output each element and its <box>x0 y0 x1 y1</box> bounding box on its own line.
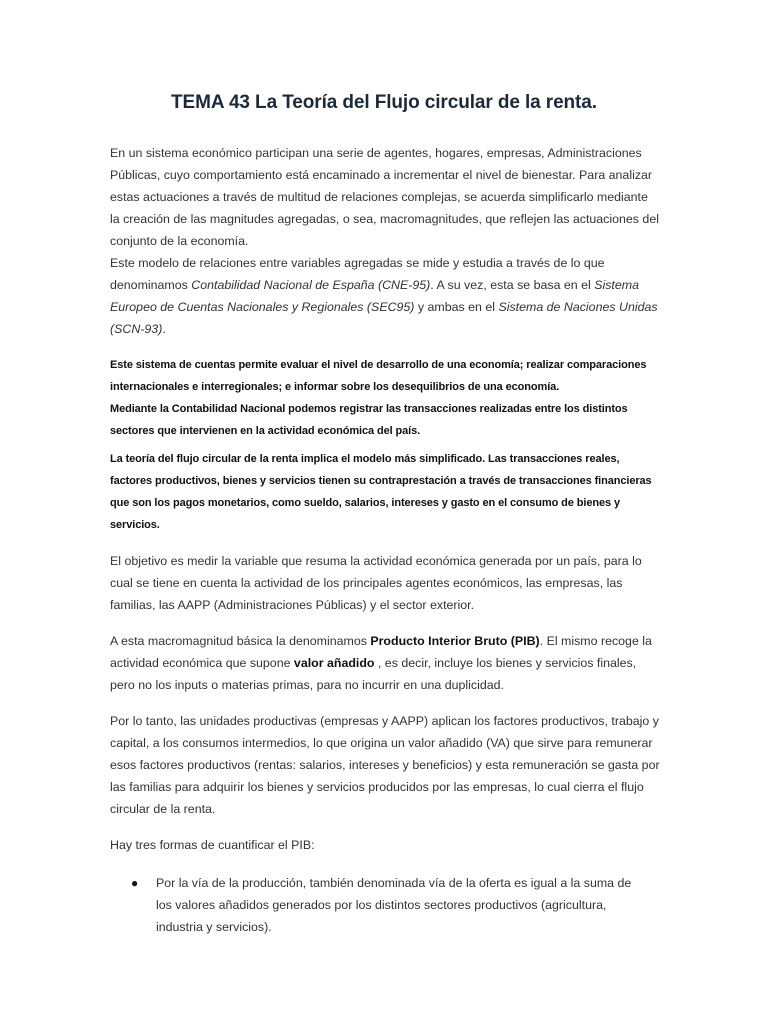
intro-section <box>110 142 660 340</box>
objetivo-paragraph: El objetivo es medir la variable que resuma la actividad económica generada por un país, para lo cual se tiene en cuenta la actividad de los principales agentes económicos, las empresas, las familias, las AAPP (Administraciones Públicas) y el sector exterior. <box>110 554 642 612</box>
bold-section-1 <box>110 354 660 442</box>
intro-p2-cne: Contabilidad Nacional de España (CNE-95) <box>191 278 431 292</box>
por-lo-tanto-paragraph: Por lo tanto, las unidades productivas (empresas y AAPP) aplican los factores productivos, trabajo y capital, a los consumos intermedios, lo que origina un valor añadido (VA) que sirve para remunerar esos factores productivos (rentas: salarios, intereses y beneficios) y esta remuneración se gasta por las familias para adquirir los bienes y servicios producidos por las empresas, lo cual cierra el flujo circular de la renta. <box>110 714 660 816</box>
list-item-text: Por la vía de la producción, también denominada vía de la oferta es igual a la suma de los valores añadidos generados por los distintos sectores productivos (agricultura, industria y servicios). <box>156 876 632 934</box>
intro-p2-text-e: y ambas en el <box>414 300 499 314</box>
intro-p2-sec95: Sistema Europeo de Cuentas Nacionales y Regionales (SEC95) <box>110 278 639 314</box>
page-title: TEMA 43 La Teoría del Flujo circular de la renta. <box>171 92 597 113</box>
intro-p2-text-c: . A su vez, esta se basa en el <box>430 278 595 292</box>
pib-term: Producto Interior Bruto (PIB) <box>370 634 540 648</box>
bold-paragraph-2: Mediante la Contabilidad Nacional podemos registrar las transacciones realizadas entre los distintos sectores que intervienen en la actividad económica del país. <box>110 403 628 437</box>
bullet-list <box>110 872 660 938</box>
bold-paragraph-3: La teoría del flujo circular de la renta implica el modelo más simplificado. Las transacciones reales, factores productivos, bienes y servicios tienen su contraprestación a través de transacciones financieras que son los pagos monetarios, como sueldo, salarios, intereses y gasto en el consumo de bienes y servicios. <box>110 453 652 531</box>
pib-text-c: . El mismo recoge la actividad económica que supone <box>110 634 652 670</box>
intro-paragraph-1: En un sistema económico participan una serie de agentes, hogares, empresas, Administraciones Públicas, cuyo comportamiento está encaminado a incrementar el nivel de bienestar. Para analizar estas actuaciones a través de multitud de relaciones complejas, se acuerda simplificarlo mediante la creación de las magnitudes agregadas, o sea, macromagnitudes, que reflejen las actuaciones del conjunto de la economía. <box>110 146 659 248</box>
tres-formas-paragraph: Hay tres formas de cuantificar el PIB: <box>110 838 315 852</box>
bold-section-2 <box>110 448 660 536</box>
valor-anadido-term: valor añadido <box>293 656 375 670</box>
intro-paragraph-2 <box>110 252 660 340</box>
pib-text-a: A esta macromagnitud básica la denominamos <box>110 634 371 648</box>
pib-paragraph <box>110 630 660 696</box>
bullet-dot-icon: ● <box>131 876 139 890</box>
pib-text-e: , es decir, incluye los bienes y servicios finales, pero no los inputs o materias primas, para no incurrir en una duplicidad. <box>110 656 637 692</box>
intro-p2-text-a: Este modelo de relaciones entre variables agregadas se mide y estudia a través de lo que denominamos <box>110 256 605 292</box>
bold-paragraph-1: Este sistema de cuentas permite evaluar el nivel de desarrollo de una economía; realizar comparaciones internacionales e interregionales; e informar sobre los desequilibrios de una economía. <box>110 359 647 393</box>
list-item <box>110 872 660 938</box>
intro-p2-text-g: . <box>162 322 166 336</box>
intro-p2-scn93: Sistema de Naciones Unidas (SCN-93) <box>110 300 658 336</box>
